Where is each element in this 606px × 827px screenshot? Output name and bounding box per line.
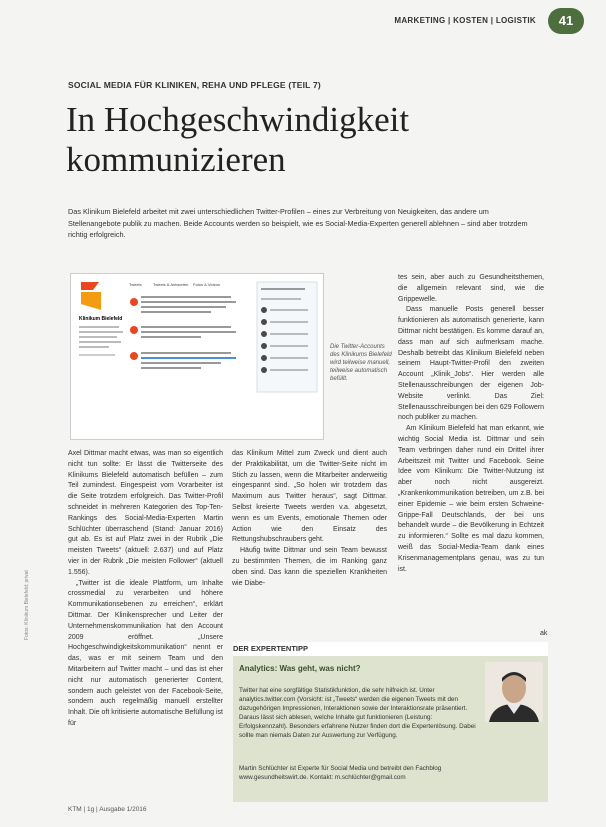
- expert-portrait: [485, 662, 543, 722]
- article-column-3: [398, 273, 544, 575]
- paragraph: Dass manuelle Posts generell besser funktionieren als automatisch generierte, kann Dittmar nicht bestätigen. Es komme darauf an, dass man auf sich aufmerksam mache. Deshalb betreibt das Klinikum Bielefeld neben seinem Haupt-Twitter-Profil den zweiten Account „Klinik_Jobs“. Hier werden alle Stellenausschreibungen der eigenen Job-Website verlinkt. Das Ziel: Stellenausschreibungen bei den 629 Followern noch publiker zu machen.: [398, 306, 544, 422]
- expert-tip-title: Analytics: Was geht, was nicht?: [239, 664, 361, 673]
- paragraph: das Klinikum Mittel zum Zweck und dient auch der Praktikabilität, um die Twitter-Seite nicht im Stich zu lassen, wenn die Mitarbeiter anderweitig eingespannt sind. „So holen wir trotzdem das Maximum aus Twitter heraus“, sagt Dittmar. Selbst kreierte Tweets werden v.a. abgesetzt, wenn es um Events, emotionale Themen oder Action wie den Einsatz des Rettungshubschraubers geht.: [232, 450, 387, 544]
- profile-name: Klinikum Bielefeld: [79, 316, 123, 322]
- paragraph: „Twitter ist die ideale Plattform, um Inhalte crossmedial zu verarbeiten und höhere Kommunikationsebenen zu erreichen“, erklärt Dittmar. Der Klinikensprecher und Leiter der Unternehmenskommunikation hat den Account 2009 eröffnet. „Unsere Hochgeschwindigkeitskommunikation“ nennt er das, was er mit seinem Team und den Mitarbeitern auf Twitter macht – und das ist eher nicht nur automatisch generierter Content, sondern auch geleistet von der Facebook-Seite, sondern auch regelmäßig manuell erstellter Inhalt. Die oft kritisierte automatische Befüllung ist für: [68, 579, 223, 727]
- figure-caption: Die Twitter-Accounts des Klinikums Bielefeld wird teilweise manuell, teilweise automatisch befüllt.: [330, 344, 392, 382]
- page-number-badge: 41: [548, 8, 584, 34]
- article-column-1: [68, 449, 223, 730]
- section-header: MARKETING | KOSTEN | LOGISTIK: [394, 16, 536, 25]
- article-headline: In Hochgeschwindigkeit kommunizieren: [66, 100, 410, 179]
- author-mark: ak: [540, 630, 548, 637]
- tab-tweets-replies: Tweets & Antworten: [153, 282, 189, 287]
- paragraph: Axel Dittmar macht etwas, was man so eigentlich nicht tun sollte: Er lässt die Twitterseite des Klinikums Bielefeld automatisch befüllen – zum Teil zumindest. Eingespeist vom Vorarbeiter ist die Seite trotzdem erfolgreich. Das Twitter-Profil schneidet in mehreren Kategorien des Top-Ten-Rankings des Social-Media-Experten Martin Schlüchter überraschend (Stand: Januar 2016) gut ab. Es ist auf Platz zwei in der Rubrik „Die meisten Tweets“ (aktuell: 2.637) und auf Platz vier in der Rubrik „Die meisten Follower“ (aktuell 1.556).: [68, 450, 223, 576]
- tab-tweets: Tweets: [129, 282, 142, 287]
- paragraph: Am Klinikum Bielefeld hat man erkannt, wie wichtig Social Media ist. Dittmar und sein Team verbringen daher rund ein Drittel ihrer Arbeitszeit mit Twitter und Facebook. Seine Idee vom Klinikum: Die Twitter-Nutzung ist aber noch nicht ausgereizt. „Krankenkommunikation betreiben, um z.B. bei einer Epidemie – wie beim ersten Schweine-Grippe-Fall Deutschlands, der bei uns behandelt wurde – die Bevölkerung in Echtzeit zu informieren.“ Sollte es mal dazu kommen, weiß das Social-Media-Team dank eines Krisenmanagementplans genau, was zu tun ist.: [398, 425, 544, 573]
- expert-tip-heading: DER EXPERTENTIPP: [233, 642, 548, 656]
- article-column-2: [232, 449, 387, 589]
- expert-tip-body: Twitter hat eine sorgfältige Statistikfunktion, die sehr hilfreich ist. Unter analytics.twitter.com (Vorsicht: ist „Tweets“ werden die eigenen Tweets mit den dazugehörigen Impressionen, Interaktionen sowie der Interaktionsrate präsentiert. Daraus lässt sich ablesen, welche Inhalte gut funktionieren (Leistung: Erfolgskennzahl). Besonders erfahrene Nutzer finden dort die Expertenlösung. Dabei sollte man niemals Daten zur Auswertung zur Verfügung.: [239, 687, 476, 739]
- article-kicker: SOCIAL MEDIA FÜR KLINIKEN, REHA UND PFLEGE (TEIL 7): [68, 80, 321, 90]
- paragraph: tes sein, aber auch zu Gesundheitsthemen, die allgemein relevant sind, wie die Grippewelle.: [398, 274, 544, 303]
- page-footer: KTM | 1g | Ausgabe 1/2016: [68, 806, 147, 813]
- expert-bio: Martin Schlüchter ist Experte für Social Media und betreibt den Fachblog www.gesundheitswirt.de. Kontakt: m.schlüchter@gmail.com: [239, 765, 442, 781]
- photo-credit: Fotos: Klinikum Bielefeld; privat: [24, 570, 30, 640]
- twitter-page-graphic: [71, 274, 323, 439]
- portrait-image: [485, 662, 543, 722]
- twitter-screenshot: [70, 273, 324, 440]
- tab-photos-videos: Fotos & Videos: [193, 282, 221, 287]
- article-lead: Das Klinikum Bielefeld arbeitet mit zwei unterschiedlichen Twitter-Profilen – eines zur Verbreitung von Neuigkeiten, das andere um Stellenangebote publik zu machen. Beide Accounts werden so beispielt, wie es Social-Media-Experten generell ablehnen – sind aber trotzdem richtig erfolgreich.: [68, 207, 528, 239]
- expert-tip-box: [233, 642, 548, 802]
- paragraph: Häufig twitte Dittmar und sein Team bewusst zu bestimmten Themen, die im Ranking ganz oben sind. Das kann die speziellen Krankheiten wie Diabe-: [232, 547, 387, 587]
